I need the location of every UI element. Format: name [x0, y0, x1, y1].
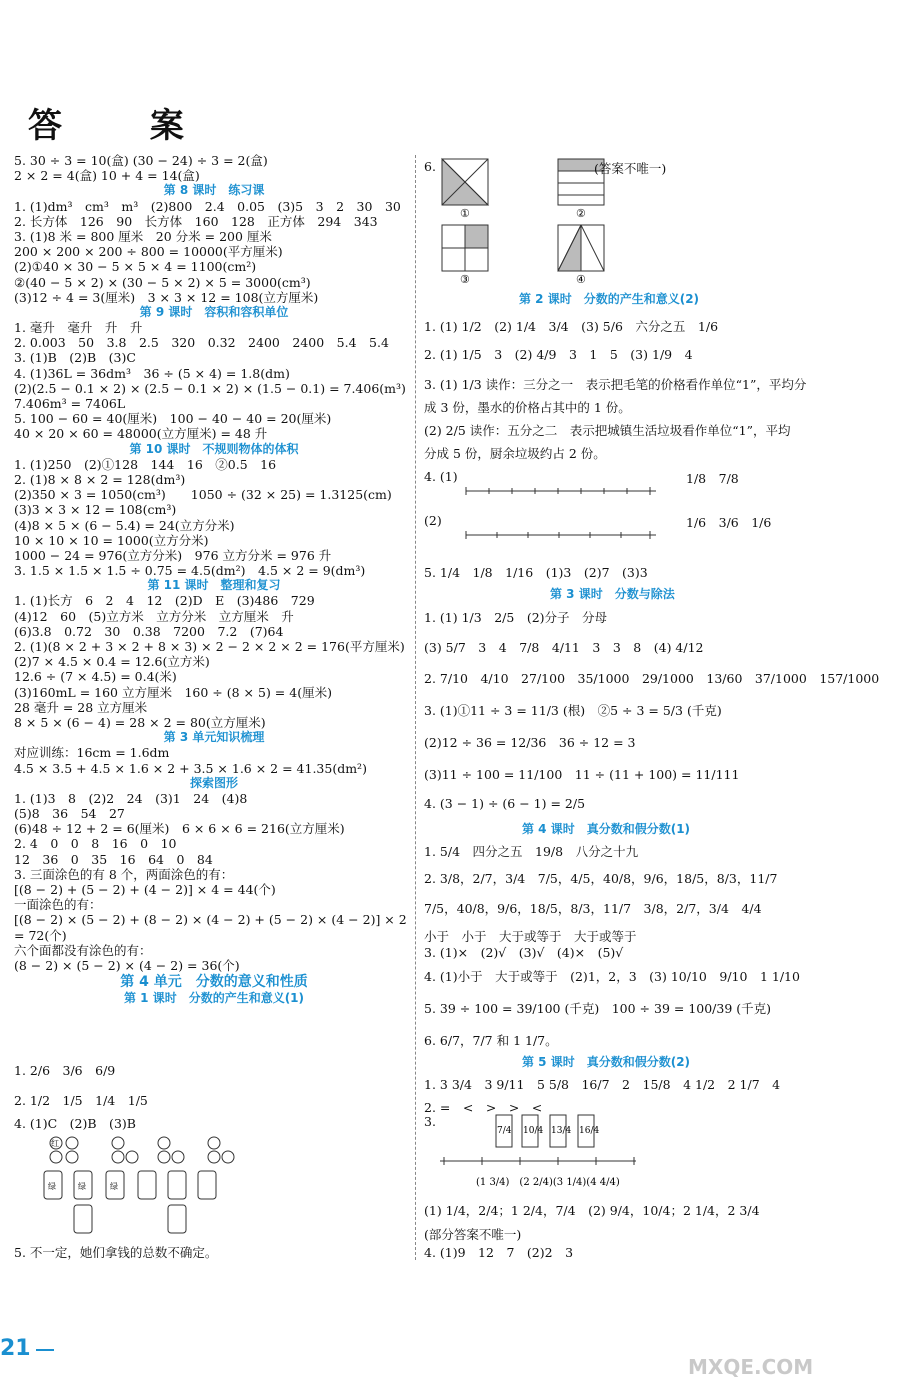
figure-label: ②	[576, 207, 586, 220]
answer-line: ②(40 − 5 × 2) × (30 − 5 × 2) × 5 = 3000(cm³)	[14, 274, 311, 290]
answer-line: 28 毫升 = 28 立方厘米	[14, 699, 148, 715]
answer-line: (3)160mL = 160 立方厘米 160 ÷ (8 × 5) = 4(厘米)	[14, 684, 332, 700]
q6-note: (答案不唯一)	[594, 161, 667, 176]
answer-line: 1. (1) 1/2 (2) 1/4 3/4 (3) 5/6 六分之五 1/6	[424, 319, 719, 334]
answer-line: 2. = < > > <	[424, 1100, 543, 1115]
left-column	[14, 153, 414, 1006]
answer-line: 4. (1)9 12 7 (2)2 3	[424, 1245, 574, 1260]
figure-label: ①	[460, 207, 470, 220]
answer-line: (2)350 × 3 = 1050(cm³) 1050 ÷ (32 × 25) = 1.3125(cm)	[14, 487, 392, 503]
answer-line: 1. (1)dm³ cm³ m³ (2)800 2.4 0.05 (3)5 3 2 30 30	[14, 198, 401, 214]
answer-line: 2. (1)(8 × 2 + 3 × 2 + 8 × 3) × 2 − 2 × 2 × 2 = 176(平方厘米)	[14, 639, 405, 654]
section-title: 第 10 课时 不规则物体的体积	[129, 441, 299, 456]
answer-line: (2)12 ÷ 36 = 12/36 36 ÷ 12 = 3	[424, 735, 636, 750]
section-title: 第 1 课时 分数的产生和意义(1)	[123, 991, 305, 1006]
answer-line: (1) 1/4，2/4；1 2/4，7/4 (2) 9/4，10/4；2 1/4，2 3/4	[424, 1203, 760, 1218]
answer-line: 7.406m³ = 7406L	[14, 396, 126, 411]
answer-line: 2. 长方体 126 90 长方体 160 128 正方体 294 343	[14, 213, 378, 229]
marks-label: (1 3/4) (2 2/4)(3 1/4)(4 4/4)	[476, 1177, 620, 1188]
answer-line: 小于 小于 大于或等于 大于或等于	[424, 929, 637, 944]
number-line-3	[436, 1111, 646, 1191]
section-title: 第 4 单元 分数的意义和性质	[120, 974, 308, 991]
answer-line: 1. 2/6 3/6 6/9	[14, 1063, 116, 1078]
page-title: 答 案	[28, 106, 222, 146]
red-label: 红	[51, 1139, 59, 1149]
answer-line: 2 × 2 = 4(盒) 10 + 4 = 14(盒)	[14, 168, 200, 184]
answer-line: 1. (1) 1/3 2/5 (2)分子 分母	[424, 610, 608, 625]
answer-line: 5. 不一定，她们拿钱的总数不确定。	[14, 1245, 218, 1261]
answer-line: (2)	[424, 513, 442, 528]
answer-line: 2. (1)8 × 8 × 2 = 128(dm³)	[14, 471, 186, 487]
answer-line: 分成 5 份，厨余垃圾约占 2 份。	[424, 446, 606, 461]
section-title: 第 5 课时 真分数和假分数(2)	[522, 1055, 691, 1069]
answer-line: (部分答案不唯一)	[424, 1227, 522, 1242]
answer-line: 5. 30 ÷ 3 = 10(盒) (30 − 24) ÷ 3 = 2(盒)	[14, 153, 268, 168]
answer-line: 3. (1)B (2)B (3)C	[14, 350, 136, 366]
section-title: 第 3 课时 分数与除法	[550, 587, 675, 601]
answer-line: 1000 − 24 = 976(立方分米) 976 立方分米 = 976 升	[14, 547, 332, 563]
box-label: 16/4	[579, 1126, 600, 1136]
answer-line: 2. 4 0 0 8 16 0 10	[14, 836, 177, 852]
answer-line: 一面涂色的有：	[14, 897, 102, 913]
answer-line: 六个面都没有涂色的有：	[14, 942, 152, 958]
answer-line: 3. (1) 1/3 读作：三分之一 表示把毛笔的价格看作单位“1”，平均分	[424, 377, 807, 392]
answer-line: 40 × 20 × 60 = 48000(立方厘米) = 48 升	[14, 426, 268, 442]
answer-line: 12.6 ÷ (7 × 4.5) = 0.4(米)	[14, 669, 177, 685]
green-label: 绿	[78, 1182, 86, 1192]
figure-label: ④	[576, 273, 586, 283]
answer-line: 2. 3/8，2/7，3/4 7/5，4/5，40/8，9/6，18/5，8/3，11/7	[424, 871, 778, 886]
answer-line: 1/6 3/6 1/6	[686, 515, 772, 530]
answer-line: 12 36 0 35 16 64 0 84	[14, 851, 213, 867]
answer-line: 1. 3 3/4 3 9/11 5 5/8 16/7 2 15/8 4 1/2 2 1/7 4	[424, 1077, 781, 1092]
answer-line: (4)8 × 5 × (6 − 5.4) = 24(立方分米)	[14, 517, 235, 533]
section-title: 第 9 课时 容积和容积单位	[139, 304, 289, 319]
answer-line: 5. 1/4 1/8 1/16 (1)3 (2)7 (3)3	[424, 565, 648, 580]
answer-line: 3. 三面涂色的有 8 个，两面涂色的有：	[14, 866, 234, 882]
answer-line: (8 − 2) × (5 − 2) × (4 − 2) = 36(个)	[14, 957, 240, 973]
figure-label: ③	[460, 273, 470, 283]
answer-line: 5. 100 − 60 = 40(厘米) 100 − 40 − 40 = 20(厘米)	[14, 411, 332, 427]
answer-line: (2)(2.5 − 0.1 × 2) × (2.5 − 0.1 × 2) × (1.5 − 0.1) = 7.406(m³)	[14, 380, 406, 396]
answer-line: 1. (1)长方 6 2 4 12 (2)D E (3)486 729	[14, 593, 315, 609]
box-label: 7/4	[497, 1126, 512, 1136]
answer-line: [(8 − 2) + (5 − 2) + (4 − 2)] × 4 = 44(个)	[14, 882, 276, 897]
answer-line: (3)3 × 3 × 12 = 108(cm³)	[14, 502, 177, 518]
answer-line: 6. 6/7，7/7 和 1 1/7。	[424, 1033, 558, 1048]
answer-line: [(8 − 2) × (5 − 2) + (8 − 2) × (4 − 2) + (5 − 2) × (4 − 2)] × 2	[14, 912, 407, 928]
green-label: 绿	[110, 1182, 118, 1192]
answer-line: 200 × 200 × 200 ÷ 800 = 10000(平方厘米)	[14, 244, 283, 260]
apples-jars-figure	[34, 1131, 254, 1236]
answer-line: 4. (1)36L = 36dm³ 36 ÷ (5 × 4) = 1.8(dm)	[14, 365, 290, 381]
answer-line: 2. 7/10 4/10 27/100 35/1000 29/1000 13/60 37/1000 157/1000	[424, 671, 880, 686]
answer-line: (2) 2/5 读作：五分之二 表示把城镇生活垃圾看作单位“1”，平均	[424, 423, 791, 438]
section-title: 第 3 单元知识梳理	[163, 730, 265, 745]
green-label: 绿	[48, 1182, 56, 1192]
answer-line: (6)48 ÷ 12 + 2 = 6(厘米) 6 × 6 × 6 = 216(立方厘米)	[14, 821, 345, 837]
answer-line: 4. (1)小于 大于或等于 (2)1，2，3 (3) 10/10 9/10 1 1/10	[424, 969, 800, 984]
number-line-2	[460, 505, 660, 545]
section-title: 第 8 课时 练习课	[163, 183, 265, 198]
answer-line: 4. (1)C (2)B (3)B	[14, 1116, 136, 1131]
answer-line: (3)12 ÷ 4 = 3(厘米) 3 × 3 × 12 = 108(立方厘米)	[14, 289, 319, 305]
right-column	[424, 153, 894, 1263]
answer-line: 1. (1)250 (2)①128 144 16 ②0.5 16	[14, 456, 277, 472]
answer-line: 8 × 5 × (6 − 4) = 28 × 2 = 80(立方厘米)	[14, 714, 266, 730]
q6-label: 6.	[424, 159, 436, 174]
answer-line: (3) 5/7 3 4 7/8 4/11 3 3 8 (4) 4/12	[424, 640, 704, 655]
answer-line: 4. (3 − 1) ÷ (6 − 1) = 2/5	[424, 796, 586, 811]
left-bottom-answers	[14, 1056, 414, 1260]
answer-line: 2. (1) 1/5 3 (2) 4/9 3 1 5 (3) 1/9 4	[424, 347, 693, 362]
answer-line: (6)3.8 0.72 30 0.38 7200 7.2 (7)64	[14, 623, 284, 639]
answer-line: 1. (1)3 8 (2)2 24 (3)1 24 (4)8	[14, 790, 248, 806]
answer-line: 1/8 7/8	[686, 471, 739, 486]
answer-line: (5)8 36 54 27	[14, 806, 125, 822]
watermark-text: MXQE.COM	[688, 1355, 814, 1379]
number-line-1	[460, 461, 660, 501]
box-label: 13/4	[551, 1126, 572, 1136]
answer-line: 4. (1)	[424, 469, 458, 484]
section-title: 探索图形	[189, 775, 238, 790]
column-divider	[415, 155, 416, 1260]
answer-line: (2)①40 × 30 − 5 × 5 × 4 = 1100(cm²)	[14, 259, 257, 275]
page-number-dash	[36, 1349, 54, 1351]
answer-line: 2. 1/2 1/5 1/4 1/5	[14, 1093, 148, 1108]
section-title: 第 11 课时 整理和复习	[147, 578, 281, 593]
answer-line: (4)12 60 (5)立方米 立方分米 立方厘米 升	[14, 608, 294, 624]
answer-line: 3. (1)8 米 = 800 厘米 20 分米 = 200 厘米	[14, 228, 272, 244]
answer-line: 3. (1)× (2)√ (3)√ (4)× (5)√	[424, 945, 624, 960]
answer-line: 4.5 × 3.5 + 4.5 × 1.6 × 2 + 3.5 × 1.6 × 2 = 41.35(dm²)	[14, 760, 367, 776]
answer-line: 3. 1.5 × 1.5 × 1.5 ÷ 0.75 = 4.5(dm²) 4.5 × 2 = 9(dm³)	[14, 563, 366, 579]
answer-line: 2. 0.003 50 3.8 2.5 320 0.32 2400 2400 5.4 5.4	[14, 335, 389, 351]
answer-line: 10 × 10 × 10 = 1000(立方分米)	[14, 532, 209, 548]
answer-line: 1. 毫升 毫升 升 升	[14, 320, 143, 336]
box-label: 10/4	[523, 1126, 544, 1136]
answer-line: 3. (1)①11 ÷ 3 = 11/3 (根) ②5 ÷ 3 = 5/3 (千克)	[424, 703, 722, 718]
answer-line: = 72(个)	[14, 927, 67, 943]
answer-line: (3)11 ÷ 100 = 11/100 11 ÷ (11 + 100) = 11/111	[424, 767, 740, 782]
page-number: 21	[0, 1336, 31, 1361]
answer-line: 5. 39 ÷ 100 = 39/100 (千克) 100 ÷ 39 = 100/39 (千克)	[424, 1001, 772, 1016]
answer-line: 对应训练：16cm = 1.6dm	[14, 745, 170, 761]
answer-line: 3.	[424, 1114, 436, 1129]
section-title: 第 4 课时 真分数和假分数(1)	[522, 822, 691, 836]
answer-line: 1. 5/4 四分之五 19/8 八分之十九	[424, 844, 639, 859]
answer-line: 成 3 份，墨水的价格占其中的 1 份。	[424, 400, 631, 415]
answer-line: (2)7 × 4.5 × 0.4 = 12.6(立方米)	[14, 654, 210, 670]
section-title: 第 2 课时 分数的产生和意义(2)	[519, 292, 700, 306]
answer-line: 7/5，40/8，9/6，18/5，8/3，11/7 3/8，2/7，3/4 4/4	[424, 901, 762, 916]
watermark-logo	[680, 1310, 890, 1380]
